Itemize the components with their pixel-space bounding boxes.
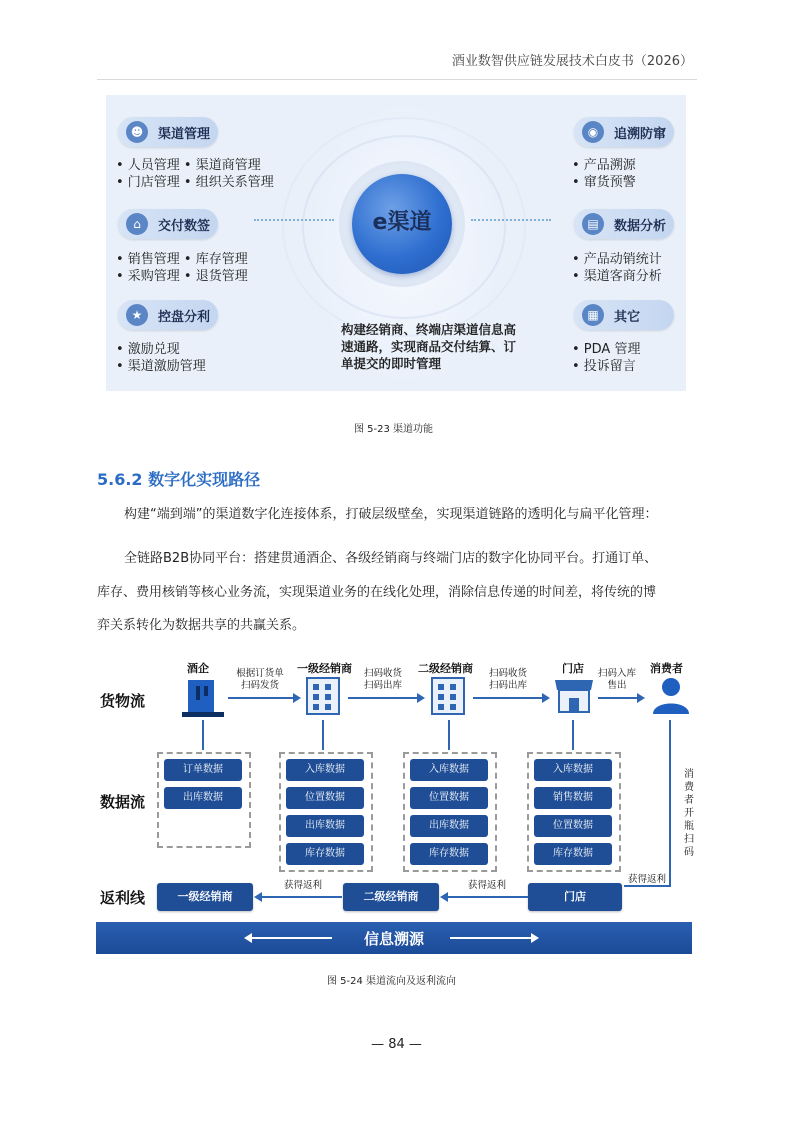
data-chip: 库存数据 (534, 843, 612, 865)
goods-arrow (473, 697, 543, 699)
reward-icon: ★ (126, 304, 148, 326)
row-label-rebate: 返利线 (100, 889, 146, 907)
data-chip: 位置数据 (286, 787, 364, 809)
flow-note-text: 扫码收货 扫码出库 (363, 668, 402, 691)
grid-icon: ▦ (582, 304, 604, 326)
node-label: 二级经销商 (418, 662, 473, 675)
data-chip: 入库数据 (534, 759, 612, 781)
figure-caption: 图 5-23 渠道功能 (354, 424, 434, 435)
group-item-line: • 投诉留言 (572, 359, 636, 374)
arrowhead-left (254, 892, 262, 902)
store-icon (553, 676, 595, 716)
flow-note (480, 668, 536, 692)
section-heading: 5.6.2 数字化实现路径 (97, 470, 261, 489)
node-label: 门店 (562, 662, 584, 675)
group-title: 其它 (614, 309, 641, 325)
flow-note-text: 扫码收货 扫码出库 (488, 668, 527, 691)
consumer-drop-line (669, 720, 671, 886)
center-description: 构建经销商、终端店渠道信息高速通路，实现商品交付结算、订单提交的即时管理 (341, 322, 517, 371)
node-label: 酒企 (187, 662, 209, 675)
group-title: 渠道管理 (158, 126, 211, 142)
group-title: 控盘分利 (158, 309, 211, 325)
consumer-icon (650, 676, 692, 716)
arrowhead (293, 693, 301, 703)
rebate-box: 二级经销商 (343, 883, 439, 911)
group-title: 数据分析 (614, 218, 667, 234)
row-label-goods: 货物流 (100, 692, 146, 710)
arrowhead (417, 693, 425, 703)
rebate-note: 获得返利 (467, 880, 506, 891)
rebate-box: 门店 (528, 883, 622, 911)
group-other (574, 300, 674, 330)
header-divider (97, 79, 697, 80)
flow-note (592, 668, 642, 692)
trace-icon: ◉ (582, 121, 604, 143)
drop-line (202, 720, 204, 750)
flow-note (355, 668, 411, 692)
hub-label: e渠道 (372, 210, 432, 235)
data-chip: 位置数据 (534, 815, 612, 837)
rebate-note: 获得返利 (627, 874, 666, 885)
connector-dots (471, 219, 551, 221)
group-item-line: • PDA 管理 (572, 342, 641, 357)
drop-line (572, 720, 574, 750)
data-chip: 入库数据 (410, 759, 488, 781)
node-label: 消费者 (650, 662, 683, 675)
goods-arrow (348, 697, 418, 699)
distributor-building-icon (430, 676, 466, 716)
shop-icon: ⌂ (126, 213, 148, 235)
running-header: 酒业数智供应链发展技术白皮书（2026） (451, 54, 693, 69)
winery-icon (182, 680, 224, 718)
group-item-line: • 窜货预警 (572, 175, 636, 190)
group-item-line: • 渠道激励管理 (116, 359, 206, 374)
group-delivery (118, 209, 218, 239)
data-chip: 销售数据 (534, 787, 612, 809)
node-label: 一级经销商 (297, 662, 352, 675)
flow-note (232, 668, 288, 692)
data-chip: 出库数据 (164, 787, 242, 809)
data-chip: 库存数据 (410, 843, 488, 865)
data-chip: 入库数据 (286, 759, 364, 781)
paragraph: 构建“端到端”的渠道数字化连接体系，打破层级壁垒，实现渠道链路的透明化与扁平化管理： (124, 507, 658, 522)
distributor-building-icon (305, 676, 341, 716)
rebate-arrow (262, 896, 342, 898)
goods-arrow (228, 697, 294, 699)
group-item-line: • 门店管理 • 组织关系管理 (116, 175, 274, 190)
group-title: 交付数签 (158, 218, 211, 234)
group-title: 追溯防窜 (614, 126, 667, 142)
group-item-line: • 激励兑现 (116, 342, 180, 357)
group-rebate-control (118, 300, 218, 330)
drop-line (322, 720, 324, 750)
trace-bar-label: 信息溯源 (363, 930, 424, 948)
consumer-scan-note: 消费者开瓶扫码 (684, 769, 694, 858)
group-traceability (574, 117, 674, 147)
drop-line (448, 720, 450, 750)
rebate-arrow (448, 896, 528, 898)
row-label-data: 数据流 (100, 793, 146, 811)
page-number: — 84 — (371, 1037, 422, 1052)
data-chip: 位置数据 (410, 787, 488, 809)
group-channel-management (118, 117, 218, 147)
paragraph-line: 弈关系转化为数据共享的共赢关系。 (97, 618, 306, 633)
connector-dots (254, 219, 334, 221)
group-data-analysis (574, 209, 674, 239)
group-item-line: • 人员管理 • 渠道商管理 (116, 158, 261, 173)
paragraph-line: 库存、费用核销等核心业务流，实现渠道业务的在线化处理，消除信息传递的时间差，将传统的博 (97, 585, 657, 600)
group-item-line: • 采购管理 • 退货管理 (116, 269, 248, 284)
flow-note-text: 根据订货单 扫码发货 (236, 668, 284, 691)
figure-channel-functions (106, 95, 686, 391)
data-chip: 库存数据 (286, 843, 364, 865)
group-item-line: • 产品溯源 (572, 158, 636, 173)
rebate-box: 一级经销商 (157, 883, 253, 911)
goods-arrow (598, 697, 638, 699)
arrowhead (542, 693, 550, 703)
group-item-line: • 产品动销统计 (572, 252, 662, 267)
chart-icon: ▤ (582, 213, 604, 235)
data-chip: 出库数据 (410, 815, 488, 837)
data-chip: 出库数据 (286, 815, 364, 837)
group-item-line: • 销售管理 • 库存管理 (116, 252, 248, 267)
arrowhead (637, 693, 645, 703)
arrowhead-left (440, 892, 448, 902)
group-item-line: • 渠道客商分析 (572, 269, 662, 284)
flow-note-text: 扫码入库 售出 (597, 668, 636, 691)
rebate-note: 获得返利 (283, 880, 322, 891)
data-chip: 订单数据 (164, 759, 242, 781)
figure-caption: 图 5-24 渠道流向及返利流向 (327, 976, 457, 987)
people-icon: ☻ (126, 121, 148, 143)
paragraph-line: 全链路B2B协同平台：搭建贯通酒企、各级经销商与终端门店的数字化协同平台。打通订单、 (124, 551, 658, 566)
